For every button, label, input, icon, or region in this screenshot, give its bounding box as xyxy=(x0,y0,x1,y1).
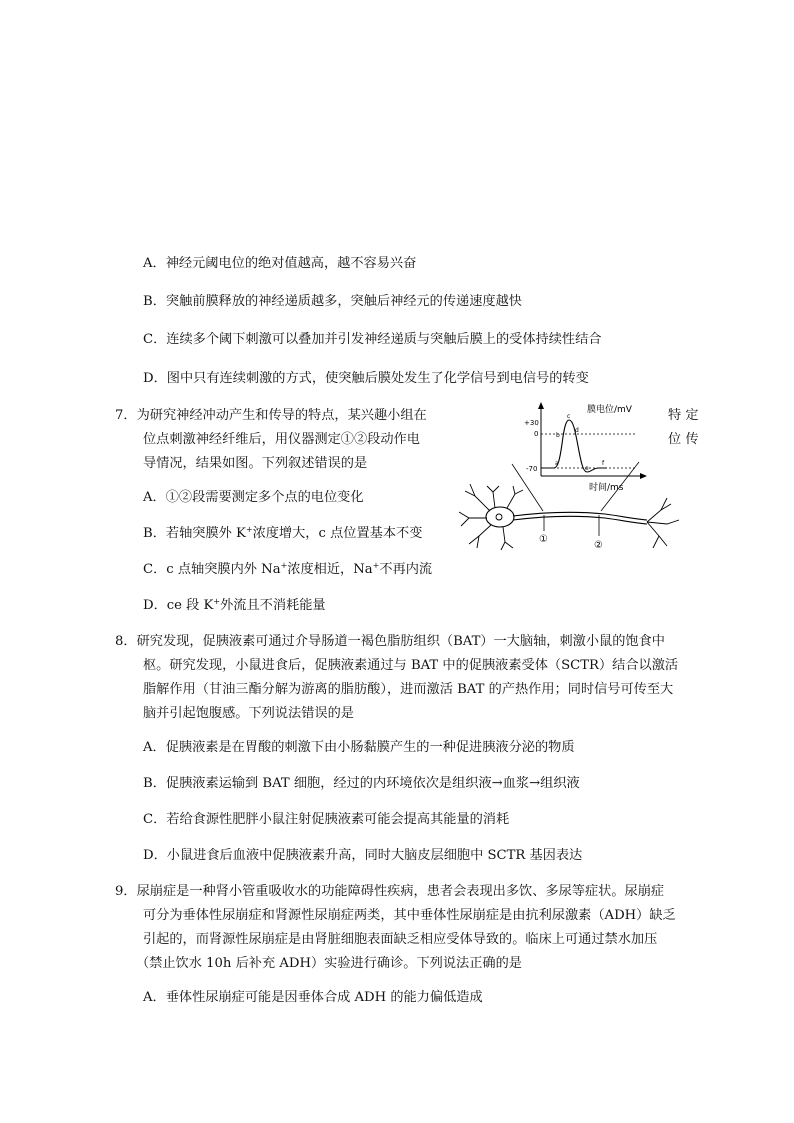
tick-minus70: -70 xyxy=(526,465,538,473)
q7-option-b: B．若轴突膜外 K+浓度增大，c 点位置基本不变 xyxy=(143,525,423,541)
q7-stem-line1: 7．为研究神经冲动产生和传导的特点，某兴趣小组在 xyxy=(115,408,427,423)
neuron-cell-body xyxy=(486,507,514,527)
q7-stem-line2-right: 位 传 xyxy=(668,432,699,447)
q6-option-a: A．神经元阈电位的绝对值越高，越不容易兴奋 xyxy=(143,256,417,271)
x-axis-label: 时间/ms xyxy=(589,483,624,493)
point-f: f xyxy=(602,460,605,467)
tick-0: 0 xyxy=(534,430,539,438)
site2-label: ② xyxy=(594,540,603,551)
q9-stem-line4: （禁止饮水 10h 后补充 ADH）实验进行确诊。下列说法正确的是 xyxy=(136,956,522,971)
q8-stem-line1: 8．研究发现，促胰液素可通过介导肠道一褐色脂肪组织（BAT）一大脑轴，刺激小鼠的饱食中 xyxy=(115,634,665,649)
dendrites xyxy=(459,484,523,550)
x-axis-arrow xyxy=(640,473,647,479)
point-e: e xyxy=(585,465,589,472)
q7-option-d: D．ce 段 K+外流且不消耗能量 xyxy=(143,597,326,613)
q7-stem-line3: 导情况，结果如图。下列叙述错误的是 xyxy=(143,456,368,471)
q6-option-d: D．图中只有连续刺激的方式，使突触后膜处发生了化学信号到电信号的转变 xyxy=(143,371,589,386)
q7-stem-line2: 位点刺激神经纤维后，用仪器测定①②段动作电 xyxy=(143,432,420,447)
q8-option-c: C．若给食源性肥胖小鼠注射促胰液素可能会提高其能量的消耗 xyxy=(143,812,510,827)
q9-stem-line2: 可分为垂体性尿崩症和肾源性尿崩症两类，其中垂体性尿崩症是由抗利尿激素（ADH）缺乏 xyxy=(143,908,676,923)
q8-stem-line3: 脂解作用（甘油三酯分解为游离的脂肪酸），进而激活 BAT 的产热作用；同时信号可传至大 xyxy=(143,682,674,697)
y-axis-label: 膜电位/mV xyxy=(587,405,632,415)
q8-option-b: B．促胰液素运输到 BAT 细胞，经过的内环境依次是组织液→血浆→组织液 xyxy=(143,776,580,791)
q7-stem-line1-right: 特 定 xyxy=(668,408,699,423)
q8-stem-line4: 脑并引起饱腹感。下列说法错误的是 xyxy=(143,706,354,721)
q7-option-a: A．①②段需要测定多个点的电位变化 xyxy=(143,490,364,505)
q9-stem-line3: 引起的，而肾源性尿崩症是由肾脏细胞表面缺乏相应受体导致的。临床上可通过禁水加压 xyxy=(143,932,658,947)
site1-label: ① xyxy=(539,534,548,545)
point-c: c xyxy=(567,413,571,420)
neuron-nucleus xyxy=(496,514,502,520)
y-axis-arrow xyxy=(538,402,544,409)
point-a: a xyxy=(555,460,559,467)
q9-stem-line1: 9．尿崩症是一种肾小管重吸收水的功能障碍性疾病，患者会表现出多饮、多尿等症状。尿崩症 xyxy=(115,884,665,899)
action-potential-curve xyxy=(541,420,607,472)
q7-option-c: C．c 点轴突膜内外 Na+浓度相近，Na+不再内流 xyxy=(143,561,433,577)
q8-option-a: A．促胰液素是在胃酸的刺激下由小肠黏膜产生的一种促进胰液分泌的物质 xyxy=(143,740,575,755)
action-potential-figure xyxy=(455,398,685,553)
axon-terminals xyxy=(647,498,679,548)
q8-option-d: D．小鼠进食后血液中促胰液素升高，同时大脑皮层细胞中 SCTR 基因表达 xyxy=(143,848,583,863)
point-d: d xyxy=(575,427,579,434)
tick-plus30: +30 xyxy=(524,419,539,427)
q6-option-c: C．连续多个阈下刺激可以叠加并引发神经递质与突触后膜上的受体持续性结合 xyxy=(143,332,602,347)
q9-option-a: A．垂体性尿崩症可能是因垂体合成 ADH 的能力偏低造成 xyxy=(143,990,483,1005)
q8-stem-line2: 枢。研究发现，小鼠进食后，促胰液素通过与 BAT 中的促胰液素受体（SCTR）结合以激活 xyxy=(143,658,679,673)
point-b: b xyxy=(556,432,560,439)
q6-option-b: B．突触前膜释放的神经递质越多，突触后神经元的传递速度越快 xyxy=(143,294,522,309)
